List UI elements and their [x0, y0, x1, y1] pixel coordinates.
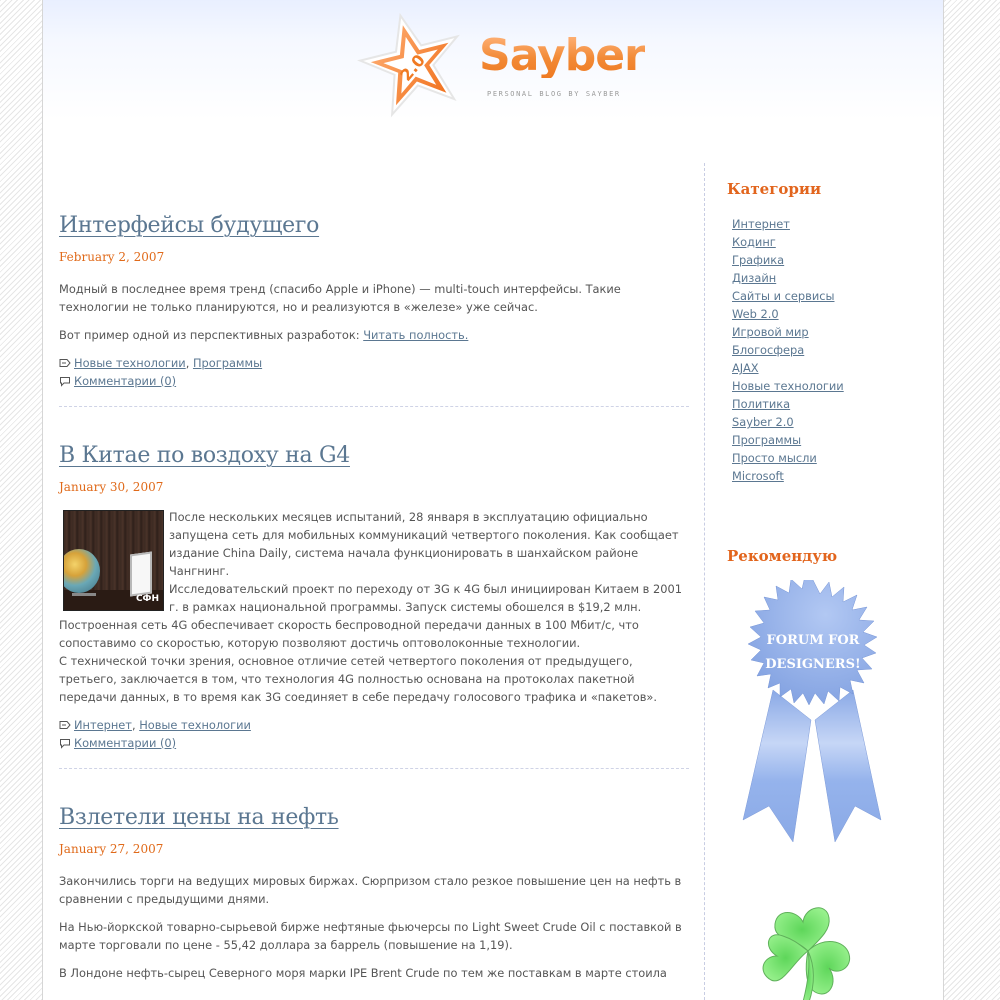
tags-row	[59, 716, 689, 734]
post-date: January 30, 2007	[59, 480, 164, 494]
category-link-sites-services[interactable]: Сайты и сервисы	[732, 289, 835, 303]
post-text: С технической точки зрения, основное отличие сетей четвертого поколения от предыдущего, третьего, заключается в том, что технология 4G полностью основана на протоколах пакетной передачи данных, в то время как 3G соединяет в себе передачу голосового трафика и «пакетов».	[59, 654, 658, 704]
post-body	[59, 280, 689, 344]
category-item	[732, 251, 944, 269]
category-item	[732, 323, 944, 341]
logo-version-text: 2.0	[396, 50, 430, 85]
categories-list	[732, 215, 944, 485]
category-link-new-tech[interactable]: Новые технологии	[732, 379, 844, 393]
post-paragraph: Закончились торги на ведущих мировых биржах. Сюрпризом стало резкое повышение цен на нефть в сравнении с предыдущими днями.	[59, 874, 682, 906]
tag-icon	[59, 358, 71, 368]
site-logo-link[interactable]	[357, 10, 645, 122]
category-link-internet[interactable]: Интернет	[732, 217, 790, 231]
category-item	[732, 377, 944, 395]
tags-row	[59, 354, 689, 372]
category-link-web20[interactable]: Web 2.0	[732, 307, 779, 321]
category-item	[732, 269, 944, 287]
category-item	[732, 233, 944, 251]
post-divider	[59, 406, 689, 407]
clover-icon[interactable]	[753, 896, 863, 1000]
site-header	[43, 0, 943, 160]
star-logo-icon	[357, 10, 469, 122]
category-item	[732, 305, 944, 323]
badge-line2: DESIGNERS!	[765, 657, 861, 672]
read-more-link[interactable]: Читать полность.	[363, 328, 469, 342]
category-item	[732, 341, 944, 359]
comments-row	[59, 734, 689, 752]
post-text: После нескольких месяцев испытаний, 28 января в эксплуатацию официально запущена сеть для мобильных коммуникаций четвертого поколения. Как сообщает издание China Daily, система начала функционировать в шанхайском районе Чангнинг.	[169, 510, 679, 578]
page-container	[42, 0, 944, 1000]
comment-icon	[59, 738, 71, 749]
tag-link[interactable]: Новые технологии	[74, 356, 186, 370]
post-meta	[59, 716, 689, 752]
post-meta	[59, 354, 689, 390]
badge-line1: FORUM FOR	[766, 633, 860, 648]
forum-for-designers-badge[interactable]	[733, 580, 893, 850]
category-item	[732, 431, 944, 449]
comments-row	[59, 372, 689, 390]
category-link-games[interactable]: Игровой мир	[732, 325, 809, 339]
post-date: February 2, 2007	[59, 250, 165, 264]
post-paragraph	[59, 326, 689, 344]
globe-icon	[63, 549, 100, 593]
tag-separator: ,	[131, 718, 140, 732]
post-divider	[59, 768, 689, 769]
category-link-coding[interactable]: Кодинг	[732, 235, 776, 249]
category-link-blogosphere[interactable]: Блогосфера	[732, 343, 805, 357]
post-body	[59, 508, 689, 706]
post-thumbnail-image	[63, 510, 164, 611]
post-title-link[interactable]: В Китае по воздоху на G4	[59, 443, 350, 468]
post-title-link[interactable]: Интерфейсы будущего	[59, 213, 320, 238]
post-paragraph: Модный в последнее время тренд (спасибо Apple и iPhone) — multi-touch интерфейсы. Такие технологии не только планируются, но и реализуются в «железе» уже сейчас.	[59, 282, 621, 314]
category-link-graphics[interactable]: Графика	[732, 253, 785, 267]
comments-link[interactable]: Комментарии (0)	[74, 374, 177, 388]
thumbnail-caption: СФН	[135, 594, 159, 604]
category-item	[732, 449, 944, 467]
globe-stand	[72, 593, 96, 596]
comments-link[interactable]: Комментарии (0)	[74, 736, 177, 750]
categories-heading: Категории	[727, 180, 822, 198]
sidebar	[704, 163, 944, 1000]
post-title-link[interactable]: Взлетели цены на нефть	[59, 805, 339, 830]
category-item	[732, 215, 944, 233]
category-item	[732, 395, 944, 413]
post-paragraph: На Нью-йоркской товарно-сырьевой бирже нефтяные фьючерсы по Light Sweet Crude Oil с поставкой в марте торговали по цене - 55,42 доллара за баррель (повышение на 1,19).	[59, 920, 682, 952]
post-date: January 27, 2007	[59, 842, 164, 856]
post-paragraph-text: Вот пример одной из перспективных разработок:	[59, 328, 364, 342]
post-paragraph: В Лондоне нефть-сырец Северного моря марки IPE Brent Crude по тем же поставкам в марте стоила	[59, 966, 667, 980]
tag-link[interactable]: Программы	[192, 356, 263, 370]
category-link-politics[interactable]: Политика	[732, 397, 791, 411]
category-item	[732, 413, 944, 431]
comment-icon	[59, 376, 71, 387]
logo-wordmark: Sayber	[479, 30, 645, 81]
logo-tagline: PERSONAL BLOG BY SAYBER	[487, 90, 621, 98]
category-item	[732, 287, 944, 305]
category-link-microsoft[interactable]: Microsoft	[732, 469, 784, 483]
post	[59, 805, 689, 982]
category-link-thoughts[interactable]: Просто мысли	[732, 451, 817, 465]
category-link-design[interactable]: Дизайн	[732, 271, 777, 285]
main-content	[59, 165, 689, 992]
category-item	[732, 467, 944, 485]
category-item	[732, 359, 944, 377]
tag-separator: ,	[185, 356, 193, 370]
post	[59, 443, 689, 769]
post-body	[59, 872, 689, 982]
recommend-heading: Рекомендую	[727, 547, 838, 565]
category-link-programs[interactable]: Программы	[732, 433, 802, 447]
tag-icon	[59, 720, 71, 730]
category-link-sayber20[interactable]: Sayber 2.0	[732, 415, 794, 429]
category-link-ajax[interactable]: AJAX	[732, 361, 759, 375]
post-text: Построенная сеть 4G обеспечивает скорость беспроводной передачи данных в 100 Мбит/с, что сопоставимо со скоростью, которую позволяют достичь оптоволоконные технологии.	[59, 618, 639, 650]
tag-link[interactable]: Новые технологии	[139, 718, 251, 732]
tag-link[interactable]: Интернет	[74, 718, 132, 732]
post	[59, 213, 689, 407]
post-text: Исследовательский проект по переходу от 3G к 4G был инициирован Китаем в 2001 г. в рамках национальной программы. Запуск системы обошелся в $19,2 млн.	[169, 582, 683, 614]
